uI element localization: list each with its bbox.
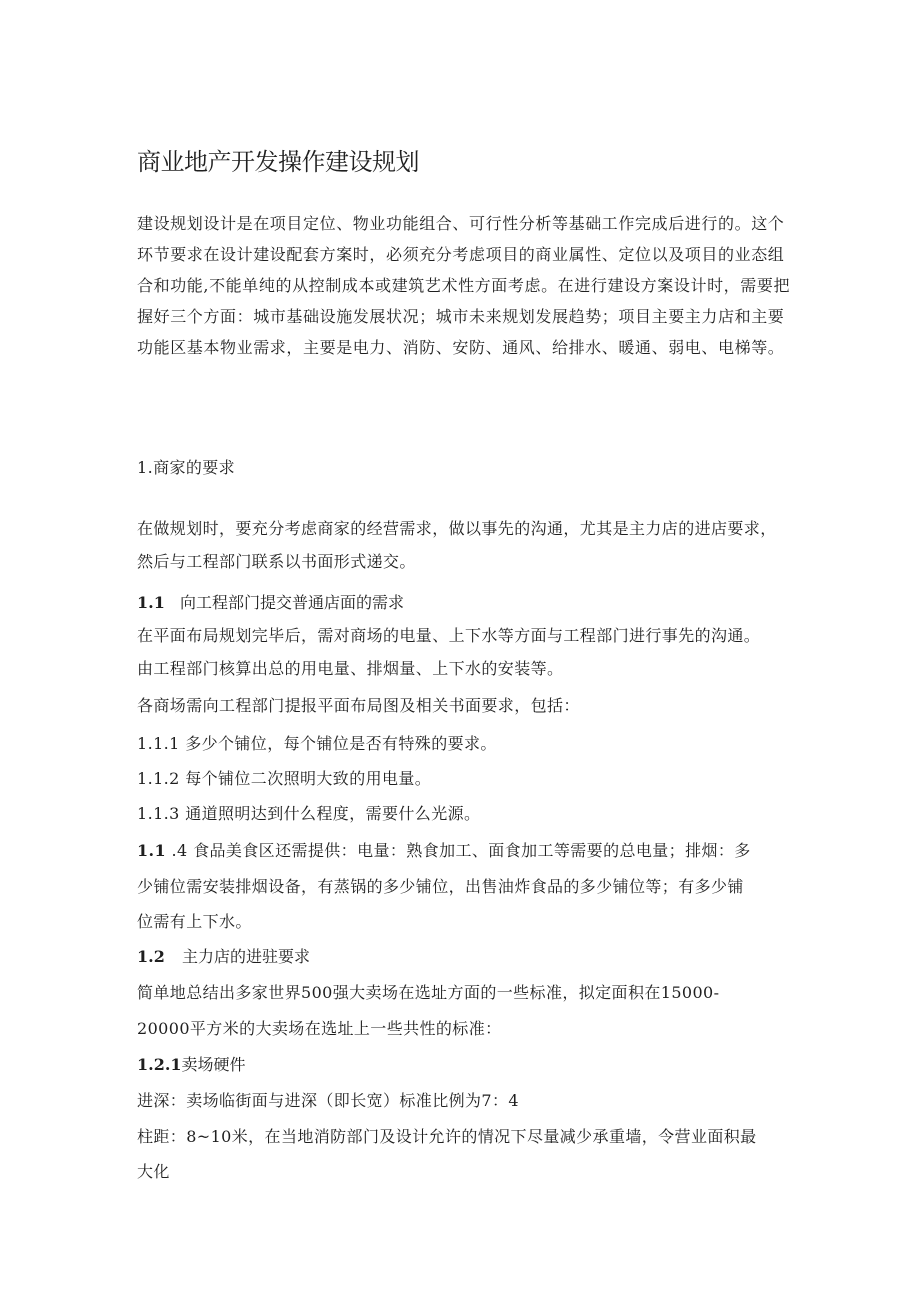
item-1-1-1: 1.1.1 多少个铺位，每个铺位是否有特殊的要求。 bbox=[137, 734, 497, 753]
item-1-1-4-text: .4 食品美食区还需提供：电量：熟食加工、面食加工等需要的总电量；排烟：多 bbox=[166, 841, 751, 860]
column-spacing-line-2: 大化 bbox=[137, 1162, 170, 1181]
section-1-2-1-number: 1.2.1 bbox=[137, 1055, 182, 1074]
depth-line: 进深：卖场临街面与进深（即长宽）标准比例为7：4 bbox=[137, 1091, 519, 1110]
section-1-1-heading bbox=[137, 591, 404, 615]
section-1-1-text-line-2: 由工程部门核算出总的用电量、排烟量、上下水的安装等。 bbox=[137, 659, 564, 678]
item-1-1-4-line-2: 少铺位需安装排烟设备，有蒸锅的多少铺位，出售油炸食品的多少铺位等；有多少铺 bbox=[137, 877, 744, 896]
document-title: 商业地产开发操作建设规划 bbox=[137, 148, 419, 176]
section-1-2-number: 1.2 bbox=[137, 947, 165, 966]
column-spacing-line-1: 柱距：8~10米，在当地消防部门及设计允许的情况下尽量减少承重墙，令营业面积最 bbox=[137, 1127, 757, 1146]
section-1-1-text-line-1: 在平面布局规划完毕后，需对商场的电量、上下水等方面与工程部门进行事先的沟通。 bbox=[137, 626, 761, 645]
item-1-1-4-line-3: 位需有上下水。 bbox=[137, 912, 252, 931]
section-1-2-1-title: 卖场硬件 bbox=[181, 1055, 246, 1074]
section-1-text-line-1: 在做规划时，要充分考虑商家的经营需求，做以事先的沟通，尤其是主力店的进店要求， bbox=[137, 519, 777, 538]
intro-paragraph: 建设规划设计是在项目定位、物业功能组合、可行性分析等基础工作完成后进行的。这个环节要求在设计建设配套方案时，必须充分考虑项目的商业属性、定位以及项目的业态组合和功能,不能单纯的从控制成本或建筑艺术性方面考虑。在进行建设方案设计时，需要把握好三个方面：城市基础设施发展状况；城市未来规划发展趋势；项目主要主力店和主要功能区基本物业需求，主要是电力、消防、安防、通风、给排水、暖通、弱电、电梯等。 bbox=[137, 214, 791, 357]
item-1-1-2: 1.1.2 每个铺位二次照明大致的用电量。 bbox=[137, 769, 432, 788]
section-1-2-text-line-1: 简单地总结出多家世界500强大卖场在选址方面的一些标准，拟定面积在15000- bbox=[137, 983, 720, 1002]
item-1-1-4-number: 1.1 bbox=[137, 841, 167, 860]
section-1-2-text-line-2: 20000平方米的大卖场在选址上一些共性的标准： bbox=[137, 1019, 502, 1038]
item-1-1-3: 1.1.3 通道照明达到什么程度，需要什么光源。 bbox=[137, 804, 481, 823]
section-1-1-text-line-3: 各商场需向工程部门提报平面布局图及相关书面要求，包括： bbox=[137, 696, 580, 715]
section-1-1-number: 1.1 bbox=[137, 593, 165, 612]
section-1-2-heading bbox=[137, 945, 310, 969]
section-1-text-line-2: 然后与工程部门联系以书面形式递交。 bbox=[137, 552, 416, 571]
section-1-heading: 1.商家的要求 bbox=[137, 458, 236, 477]
item-1-1-4-line-1 bbox=[137, 839, 751, 863]
section-1-2-title: 主力店的进驻要求 bbox=[181, 947, 310, 966]
section-1-2-1-heading bbox=[137, 1053, 246, 1077]
section-1-1-title: 向工程部门提交普通店面的需求 bbox=[179, 593, 404, 612]
